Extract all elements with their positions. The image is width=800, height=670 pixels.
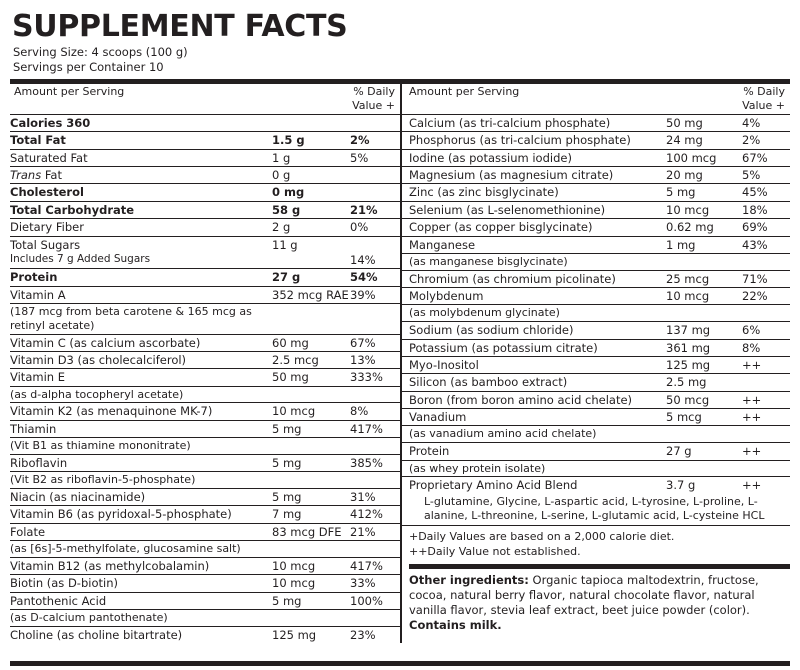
header-spacer: [666, 84, 742, 114]
table-row: [402, 253, 790, 270]
nutrient-amount: 1.5 g: [272, 132, 350, 149]
nutrient-name: Chromium (as chromium picolinate): [402, 270, 666, 287]
nutrient-daily-value: [350, 472, 400, 489]
nutrient-daily-value: ++: [742, 443, 790, 460]
table-row: [10, 334, 400, 351]
nutrient-daily-value: 21%: [350, 201, 400, 218]
nutrient-name: (as molybdenum glycinate): [402, 305, 666, 322]
nutrient-name: Calcium (as tri-calcium phosphate): [402, 114, 666, 131]
nutrient-daily-value: ++: [742, 477, 790, 494]
nutrient-name: Total Sugars: [10, 236, 272, 253]
other-ingredients: [402, 569, 790, 634]
nutrient-name: Copper (as copper bisglycinate): [402, 219, 666, 236]
nutrient-amount: 50 mg: [272, 369, 350, 386]
table-row: [10, 420, 400, 437]
nutrient-daily-value: 333%: [350, 369, 400, 386]
bottom-divider: [10, 661, 790, 666]
nutrition-columns: [10, 84, 790, 643]
nutrient-daily-value: 8%: [350, 403, 400, 420]
amino-blend-description: L-glutamine, Glycine, L-aspartic acid, L-tyrosine, L-proline, L-alanine, L-threonine, L-serine, L-glutamic acid, L-cysteine HCL: [424, 494, 765, 522]
nutrient-amount: [272, 472, 350, 489]
nutrient-daily-value: 8%: [742, 339, 790, 356]
table-row: [402, 460, 790, 477]
nutrient-daily-value: [350, 541, 400, 558]
nutrient-amount: 10 mcg: [666, 288, 742, 305]
nutrient-amount: 125 mg: [666, 356, 742, 373]
table-row: [10, 610, 400, 627]
nutrient-name: Potassium (as potassium citrate): [402, 339, 666, 356]
nutrient-amount: 10 mcg: [272, 403, 350, 420]
other-ingredients-heading: Other ingredients:: [409, 572, 529, 587]
nutrient-amount: 83 mcg DFE: [272, 523, 350, 540]
nutrient-amount: 1 mg: [666, 236, 742, 253]
nutrient-name: Magnesium (as magnesium citrate): [402, 167, 666, 184]
nutrient-amount: 0 mg: [272, 184, 350, 201]
nutrient-amount: 20 mg: [666, 167, 742, 184]
nutrient-daily-value: 33%: [350, 575, 400, 592]
nutrient-amount: 2 g: [272, 219, 350, 236]
table-row: [10, 184, 400, 201]
table-row: [402, 339, 790, 356]
contains-statement: Contains milk.: [409, 618, 502, 633]
nutrient-daily-value: 69%: [742, 219, 790, 236]
nutrition-column-left: [10, 84, 400, 643]
nutrient-name: Molybdenum: [402, 288, 666, 305]
table-row: [10, 489, 400, 506]
nutrient-daily-value: 2%: [742, 132, 790, 149]
nutrient-daily-value: 2%: [350, 132, 400, 149]
nutrient-amount: [272, 541, 350, 558]
table-row: [402, 409, 790, 426]
nutrient-daily-value: 5%: [350, 149, 400, 166]
nutrient-name: Zinc (as zinc bisglycinate): [402, 184, 666, 201]
nutrient-amount: [272, 438, 350, 455]
nutrient-daily-value: [350, 304, 400, 335]
other-ingredients-text: Organic tapioca maltodextrin, fructose, cocoa, natural berry flavor, natural chocolate flavor, natural vanilla flavor, stevia leaf extract, beet juice powder (color).: [409, 572, 759, 618]
nutrient-name: Vanadium: [402, 409, 666, 426]
header-dv: % Daily Value +: [350, 84, 400, 114]
nutrient-daily-value: 100%: [350, 592, 400, 609]
nutrient-name: Myo-Inositol: [402, 356, 666, 373]
table-row: [10, 219, 400, 236]
nutrition-rows-right: [402, 114, 790, 493]
nutrient-daily-value: 22%: [742, 288, 790, 305]
nutrient-name: Niacin (as niacinamide): [10, 489, 272, 506]
nutrient-daily-value: 43%: [742, 236, 790, 253]
nutrient-name: Manganese: [402, 236, 666, 253]
table-row: [10, 438, 400, 455]
nutrient-daily-value: [742, 426, 790, 443]
nutrient-daily-value: 4%: [742, 114, 790, 131]
nutrient-name: Vitamin B6 (as pyridoxal-5-phosphate): [10, 506, 272, 523]
nutrient-name: (as vanadium amino acid chelate): [402, 426, 666, 443]
nutrient-daily-value: ++: [742, 391, 790, 408]
nutrient-daily-value: 385%: [350, 454, 400, 471]
nutrient-name: (as whey protein isolate): [402, 460, 666, 477]
nutrient-name: (as manganese bisglycinate): [402, 253, 666, 270]
nutrient-name: (as [6s]-5-methylfolate, glucosamine salt): [10, 541, 272, 558]
header-amount: Amount per Serving: [402, 84, 666, 114]
nutrient-name: Selenium (as L-selenomethionine): [402, 201, 666, 218]
nutrient-daily-value: 23%: [350, 626, 400, 643]
nutrient-name: Biotin (as D-biotin): [10, 575, 272, 592]
nutrient-amount: [666, 460, 742, 477]
table-row: [402, 374, 790, 391]
nutrient-daily-value: [350, 610, 400, 627]
table-row: [10, 114, 400, 131]
nutrient-amount: 5 mcg: [666, 409, 742, 426]
nutrient-daily-value: 412%: [350, 506, 400, 523]
nutrient-daily-value: 5%: [742, 167, 790, 184]
nutrient-name: Vitamin B12 (as methylcobalamin): [10, 557, 272, 574]
nutrient-daily-value: [350, 167, 400, 184]
nutrient-name: Folate: [10, 523, 272, 540]
nutrient-name: Vitamin C (as calcium ascorbate): [10, 334, 272, 351]
table-row: [402, 356, 790, 373]
table-row: [10, 575, 400, 592]
table-row: [402, 477, 790, 494]
nutrient-daily-value: 417%: [350, 420, 400, 437]
table-row: [10, 454, 400, 471]
nutrient-name: Vitamin A: [10, 286, 272, 303]
nutrient-name: Includes 7 g Added Sugars: [10, 252, 151, 265]
nutrition-column-right: [400, 84, 790, 643]
nutrient-daily-value: ++: [742, 356, 790, 373]
nutrient-daily-value: [742, 305, 790, 322]
nutrient-amount: 27 g: [666, 443, 742, 460]
nutrient-daily-value: [350, 184, 400, 201]
nutrient-amount: 24 mg: [666, 132, 742, 149]
nutrient-amount: [666, 253, 742, 270]
nutrient-name: Boron (from boron amino acid chelate): [402, 391, 666, 408]
table-row: [10, 472, 400, 489]
table-header-left: [10, 84, 400, 114]
nutrient-name: Pantothenic Acid: [10, 592, 272, 609]
nutrient-amount: 11 g: [272, 236, 350, 253]
table-row: [402, 219, 790, 236]
table-header-right: [402, 84, 790, 114]
table-row: [402, 270, 790, 287]
table-row: [402, 305, 790, 322]
nutrient-name: Total Fat: [10, 132, 272, 149]
nutrient-name: Phosphorus (as tri-calcium phosphate): [402, 132, 666, 149]
nutrient-name: Vitamin K2 (as menaquinone MK-7): [10, 403, 272, 420]
nutrient-daily-value: [350, 386, 400, 403]
nutrient-amount: 2.5 mcg: [272, 351, 350, 368]
table-row: [10, 253, 400, 269]
nutrient-name: Protein: [10, 269, 272, 286]
nutrient-amount: 352 mcg RAE: [272, 287, 349, 302]
nutrient-amount: 50 mcg: [666, 391, 742, 408]
nutrient-amount: 5 mg: [272, 420, 350, 437]
nutrient-daily-value: [742, 460, 790, 477]
nutrient-name: Choline (as choline bitartrate): [10, 626, 272, 643]
nutrient-daily-value: 54%: [350, 269, 400, 286]
table-row: [402, 236, 790, 253]
header-amount: Amount per Serving: [10, 84, 272, 114]
nutrient-name: Total Carbohydrate: [10, 201, 272, 218]
nutrient-amount: 1 g: [272, 149, 350, 166]
nutrient-name: Cholesterol: [10, 184, 272, 201]
nutrient-name: Vitamin E: [10, 369, 272, 386]
nutrient-daily-value: 21%: [350, 523, 400, 540]
footnotes: [402, 525, 790, 559]
nutrient-amount: 0.62 mg: [666, 219, 742, 236]
nutrient-name: (as d-alpha tocopheryl acetate): [10, 386, 272, 403]
nutrient-daily-value: 45%: [742, 184, 790, 201]
table-row: [10, 506, 400, 523]
nutrient-amount: 50 mg: [666, 114, 742, 131]
nutrient-amount: [272, 114, 350, 131]
nutrient-name: Saturated Fat: [10, 149, 272, 166]
nutrient-amount: [666, 305, 742, 322]
nutrient-name: Silicon (as bamboo extract): [402, 374, 666, 391]
serving-size: Serving Size: 4 scoops (100 g): [13, 45, 188, 59]
footnote-daily-value: +Daily Values are based on a 2,000 calorie diet.: [409, 530, 675, 544]
nutrient-daily-value: [350, 438, 400, 455]
nutrient-daily-value: 71%: [742, 270, 790, 287]
nutrient-amount: 5 mg: [272, 489, 350, 506]
nutrient-amount: [272, 304, 350, 335]
nutrient-name: Dietary Fiber: [10, 219, 272, 236]
nutrient-daily-value: ++: [742, 409, 790, 426]
table-row: [10, 386, 400, 403]
nutrient-name: (as D-calcium pantothenate): [10, 610, 272, 627]
table-row: [10, 403, 400, 420]
nutrient-name: Proprietary Amino Acid Blend: [402, 477, 666, 494]
nutrient-amount: 10 mcg: [272, 557, 350, 574]
nutrient-amount: 58 g: [272, 201, 350, 218]
header-spacer: [272, 84, 350, 114]
nutrient-name: Riboflavin: [10, 454, 272, 471]
table-row: [10, 304, 400, 335]
nutrient-amount: [272, 253, 350, 269]
nutrient-name: Calories 360: [10, 114, 272, 131]
nutrient-amount: 5 mg: [272, 454, 350, 471]
nutrient-amount: 137 mg: [666, 322, 742, 339]
nutrient-amount: [666, 426, 742, 443]
table-row: [10, 541, 400, 558]
nutrient-daily-value: [350, 114, 400, 131]
table-row: [402, 426, 790, 443]
nutrient-name: Trans Fat: [10, 167, 272, 184]
table-row: [402, 167, 790, 184]
nutrient-daily-value: [742, 253, 790, 270]
nutrition-table-right: [402, 84, 790, 493]
nutrient-daily-value: 13%: [350, 351, 400, 368]
table-row: [402, 201, 790, 218]
table-row: [402, 184, 790, 201]
nutrient-amount: 10 mcg: [272, 575, 350, 592]
table-row: [10, 592, 400, 609]
nutrient-amount: 60 mg: [272, 334, 350, 351]
nutrient-daily-value: 0%: [350, 219, 400, 236]
table-row: [10, 351, 400, 368]
servings-per-container: Servings per Container 10: [13, 59, 164, 74]
nutrient-daily-value: 417%: [350, 557, 400, 574]
nutrient-name: Iodine (as potassium iodide): [402, 149, 666, 166]
table-row: [402, 132, 790, 149]
nutrient-amount: 3.7 g: [666, 477, 742, 494]
nutrient-name: (187 mcg from beta carotene & 165 mcg as retinyl acetate): [10, 304, 272, 335]
nutrient-amount: 0 g: [272, 167, 350, 184]
header-dv: % Daily Value +: [742, 84, 790, 114]
nutrient-amount: 27 g: [272, 269, 350, 286]
table-row: [402, 149, 790, 166]
table-row: [10, 132, 400, 149]
nutrient-amount: 2.5 mg: [666, 374, 742, 391]
nutrient-amount: 125 mg: [272, 626, 350, 643]
nutrient-daily-value: [350, 236, 400, 253]
table-row: [402, 391, 790, 408]
nutrient-daily-value: 18%: [742, 201, 790, 218]
nutrient-amount: 10 mcg: [666, 201, 742, 218]
nutrient-daily-value: 39%: [350, 286, 400, 303]
table-row: [402, 443, 790, 460]
table-row: [10, 236, 400, 253]
nutrient-daily-value: [742, 374, 790, 391]
nutrient-daily-value: 67%: [742, 149, 790, 166]
footnote-not-established: ++Daily Value not established.: [409, 544, 581, 558]
table-row: [10, 626, 400, 643]
table-row: [10, 201, 400, 218]
nutrient-daily-value: 14%: [350, 252, 376, 267]
nutrition-table-left: [10, 84, 400, 643]
nutrition-rows-left: [10, 114, 400, 643]
nutrient-daily-value: 67%: [350, 334, 400, 351]
table-row: [402, 288, 790, 305]
nutrient-name: (Vit B1 as thiamine mononitrate): [10, 438, 272, 455]
table-row: [10, 269, 400, 286]
nutrient-amount: 361 mg: [666, 339, 742, 356]
nutrient-name: Protein: [402, 443, 666, 460]
page-title: SUPPLEMENT FACTS: [12, 9, 348, 44]
table-row: [10, 557, 400, 574]
nutrient-amount: 100 mcg: [666, 149, 742, 166]
nutrient-amount: [272, 386, 350, 403]
table-row: [402, 322, 790, 339]
nutrient-amount: 7 mg: [272, 506, 350, 523]
nutrient-amount: 5 mg: [666, 184, 742, 201]
table-row: [402, 114, 790, 131]
table-row: [10, 167, 400, 184]
nutrient-daily-value: 6%: [742, 322, 790, 339]
table-row: [10, 523, 400, 540]
table-row: [10, 286, 400, 303]
nutrient-amount: 5 mg: [272, 592, 350, 609]
nutrient-name: Thiamin: [10, 420, 272, 437]
nutrient-name: Vitamin D3 (as cholecalciferol): [10, 351, 272, 368]
nutrient-daily-value: 31%: [350, 489, 400, 506]
table-row: [10, 369, 400, 386]
nutrient-name: (Vit B2 as riboflavin-5-phosphate): [10, 472, 272, 489]
nutrient-amount: 25 mcg: [666, 270, 742, 287]
table-row: [10, 149, 400, 166]
nutrient-name: Sodium (as sodium chloride): [402, 322, 666, 339]
nutrient-amount: [272, 610, 350, 627]
